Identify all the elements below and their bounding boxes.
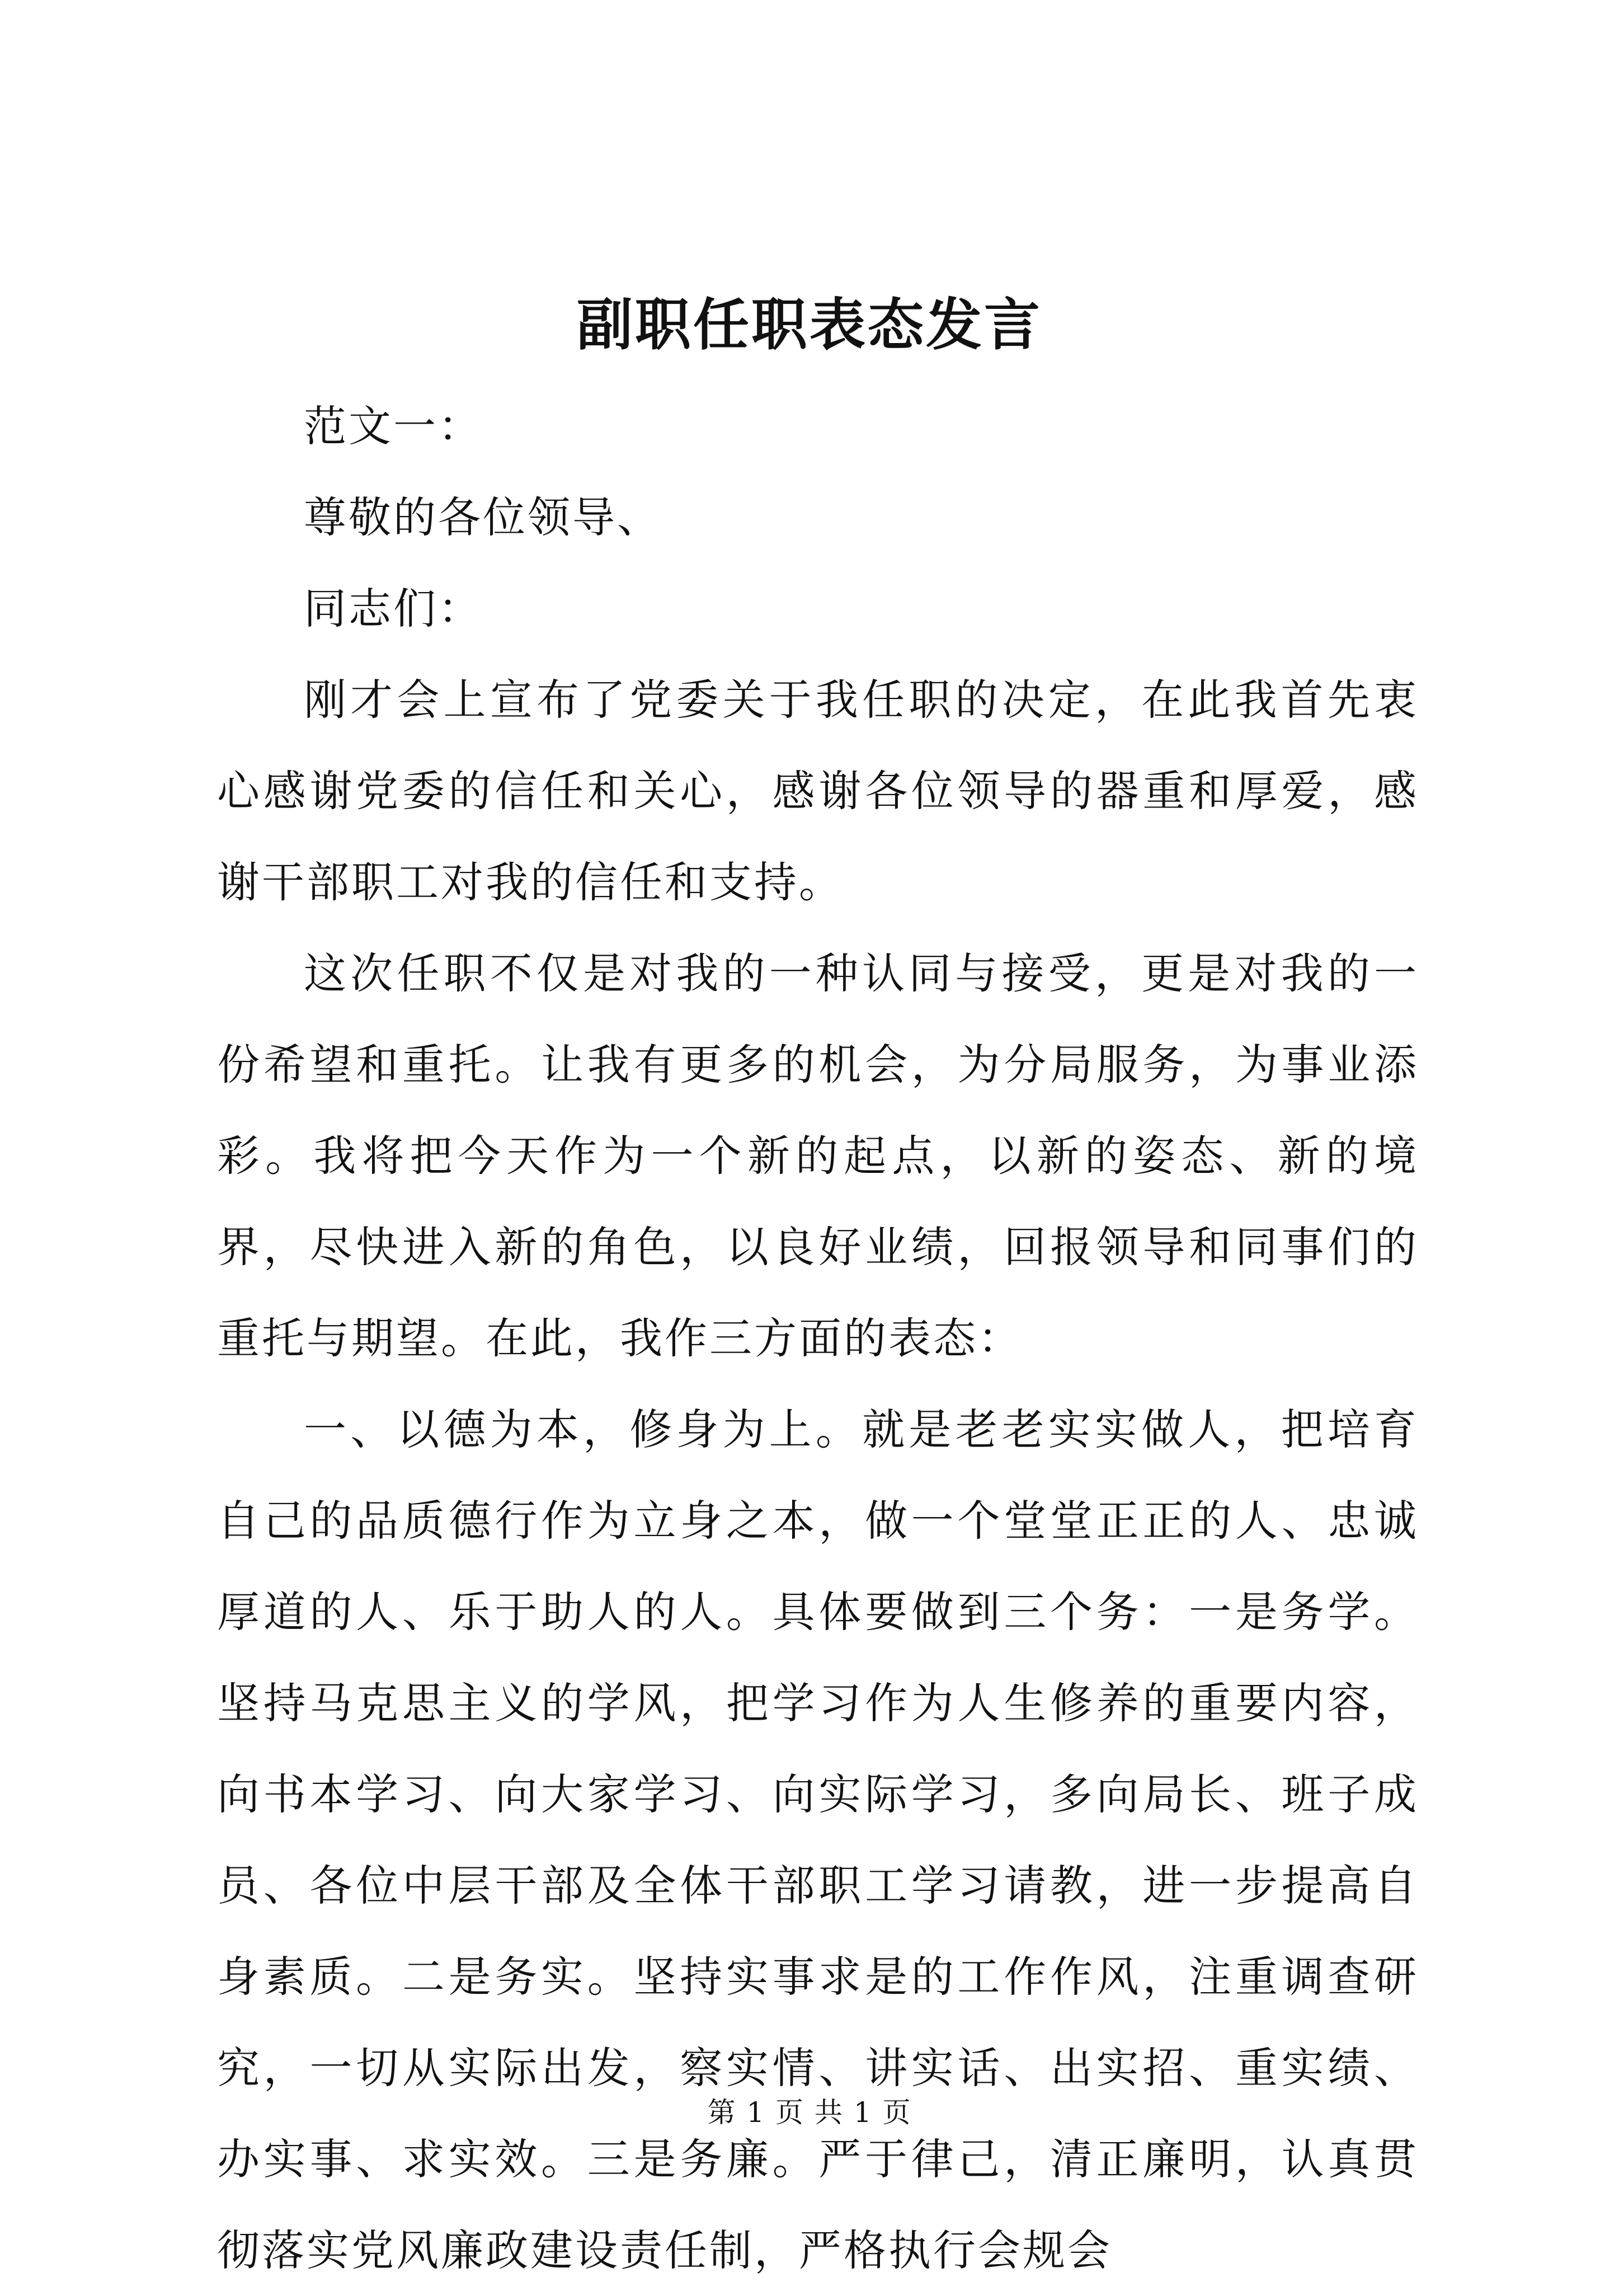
document-body <box>217 381 1419 2296</box>
page-footer: 第 1 页 共 1 页 <box>707 2096 912 2129</box>
paragraph-greeting-comrades: 同志们： <box>304 584 483 633</box>
paragraph-commitment: 这次任职不仅是对我的一种认同与接受，更是对我的一份希望和重托。让我有更多的机会，为分局服务，为事业添彩。我将把今天作为一个新的起点，以新的姿态、新的境界，尽快进入新的角色，以良好业绩，回报领导和同事们的重托与期望。在此，我作三方面的表态： <box>217 949 1419 1363</box>
paragraph-greeting-leaders: 尊敬的各位领导、 <box>304 492 662 542</box>
paragraph-thanks: 刚才会上宣布了党委关于我任职的决定，在此我首先衷心感谢党委的信任和关心，感谢各位领导的器重和厚爱，感谢干部职工对我的信任和支持。 <box>217 675 1419 907</box>
paragraph-point-one: 一、以德为本，修身为上。就是老老实实做人，把培育自己的品质德行作为立身之本，做一个堂堂正正的人、忠诚厚道的人、乐于助人的人。具体要做到三个务：一是务学。坚持马克思主义的学风，把学习作为人生修养的重要内容，向书本学习、向大家学习、向实际学习，多向局长、班子成员、各位中层干部及全体干部职工学习请教，进一步提高自身素质。二是务实。坚持实事求是的工作作风，注重调查研究，一切从实际出发，察实情、讲实话、出实招、重实绩、办实事、求实效。三是务廉。严于律己，清正廉明，认真贯彻落实党风廉政建设责任制，严格执行会规会 <box>217 1405 1419 2275</box>
document-title: 副职任职表态发言 <box>577 292 1042 358</box>
paragraph-salutation-label: 范文一： <box>304 401 483 451</box>
